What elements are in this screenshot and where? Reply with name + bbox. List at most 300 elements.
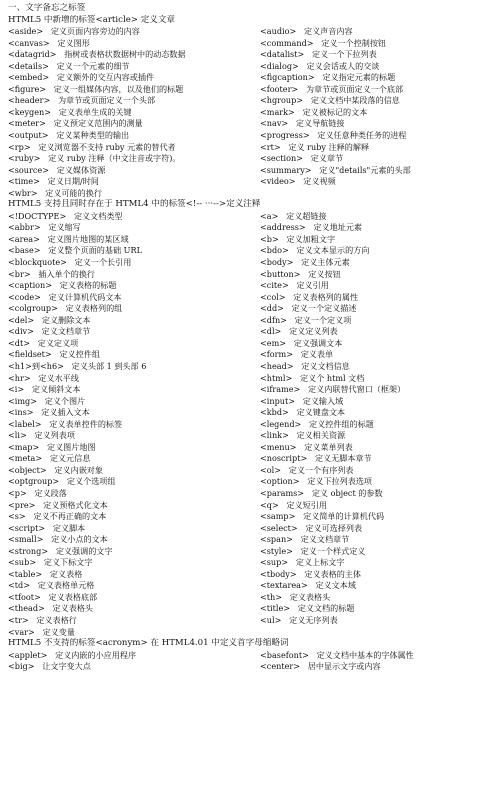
- tag-name: <embed>: [8, 72, 50, 83]
- tag-name: <var>: [8, 626, 35, 637]
- tag-description: 定义文档类型: [73, 210, 123, 221]
- tag-row: [8, 523, 494, 535]
- spacer: [293, 349, 301, 359]
- tag-name: <aside>: [8, 26, 44, 37]
- tag-description: 定义插入文本: [41, 407, 90, 418]
- tag-description: 定义"details"元素的头部: [319, 164, 411, 175]
- tag-name: <th>: [260, 591, 283, 602]
- tag-row: [8, 592, 494, 604]
- tag-row: [8, 84, 494, 96]
- spacer: [58, 303, 66, 313]
- tag-description: 定义强调文本: [293, 337, 343, 348]
- tag-description: 为章节或页面定义一个头部: [57, 95, 156, 106]
- tag-description: 定义任意种类任务的进程: [317, 130, 407, 141]
- spacer: [43, 534, 51, 544]
- right-entry: [260, 72, 494, 84]
- tag-name: <ins>: [8, 407, 34, 418]
- spacer: [289, 430, 297, 440]
- tag-name: <abbr>: [8, 222, 41, 233]
- right-entry: [260, 26, 494, 38]
- tag-description: 定义计算机代码文本: [48, 291, 122, 302]
- tag-name: <a>: [260, 210, 279, 221]
- right-entry: [260, 546, 494, 558]
- tag-description: 定义下标文字: [43, 557, 93, 568]
- tag-name: <nav>: [260, 118, 289, 129]
- spacer: [41, 292, 49, 302]
- spacer: [292, 373, 300, 383]
- tag-name: <datalist>: [260, 49, 305, 60]
- right-entry: [260, 326, 494, 338]
- right-entry: [260, 534, 494, 546]
- tag-list: [8, 26, 494, 199]
- tag-description: 定义表格底部: [48, 591, 98, 602]
- right-entry: [260, 661, 494, 673]
- tag-name: <fieldset>: [8, 349, 52, 360]
- right-entry: [260, 373, 494, 385]
- tag-row: [8, 603, 494, 615]
- left-entry: [8, 95, 260, 107]
- spacer: [42, 569, 50, 579]
- tag-description: 定义内嵌对象: [54, 464, 103, 475]
- tag-name: <optgroup>: [8, 476, 60, 487]
- tag-name: <video>: [260, 176, 296, 187]
- tag-description: 定义文档章节: [41, 326, 91, 337]
- tag-name: <!DOCTYPE>: [8, 210, 67, 221]
- tag-name: <code>: [8, 291, 41, 302]
- left-entry: [8, 580, 260, 592]
- left-entry: [8, 326, 260, 338]
- tag-row: [8, 546, 494, 558]
- spacer: [40, 234, 48, 244]
- tag-name: <samp>: [260, 511, 296, 522]
- tag-name: <audio>: [260, 26, 297, 37]
- tag-description: 定义表格: [49, 568, 83, 579]
- tag-description: 定义表格列的组: [65, 303, 123, 314]
- tag-list: [8, 650, 494, 673]
- tag-description: 定义表格头: [289, 591, 331, 602]
- sections-container: [8, 15, 494, 673]
- right-entry: [260, 234, 494, 246]
- tag-row: [8, 407, 494, 419]
- spacer: [52, 280, 60, 290]
- tag-name: <label>: [8, 418, 42, 429]
- spacer: [34, 326, 42, 336]
- left-entry: [8, 26, 260, 38]
- tag-description: 定义一个长引用: [74, 257, 132, 268]
- tag-row: [8, 661, 494, 673]
- tag-description: 定义表格头: [52, 603, 94, 614]
- spacer: [30, 338, 38, 348]
- tag-name: <strong>: [8, 545, 49, 556]
- left-entry: [8, 245, 260, 257]
- left-entry: [8, 211, 260, 223]
- right-entry: [260, 142, 494, 154]
- tag-description: 定义 object 的参数: [311, 487, 383, 498]
- tag-name: <col>: [260, 291, 286, 302]
- left-entry: [8, 546, 260, 558]
- tag-description: 插入单个的换行: [38, 268, 96, 279]
- tag-name: <img>: [8, 395, 38, 406]
- tag-description: 定义页面内容旁边的内容: [50, 26, 140, 37]
- right-entry: [260, 442, 494, 454]
- tag-description: 定义主体元素: [301, 257, 350, 268]
- tag-row: [8, 303, 494, 315]
- page-title: 一、文字备忘之标签: [8, 3, 86, 13]
- spacer: [290, 603, 298, 613]
- right-entry: [260, 488, 494, 500]
- tag-description: 定义媒体资源: [56, 164, 106, 175]
- tag-row: [8, 280, 494, 292]
- tag-name: <rt>: [260, 141, 281, 152]
- tag-name: <li>: [8, 430, 27, 441]
- left-entry: [8, 84, 260, 96]
- tag-name: <em>: [260, 337, 287, 348]
- tag-description: 定义表格单元格: [37, 580, 95, 591]
- right-entry: [260, 557, 494, 569]
- tag-name: <mark>: [260, 106, 295, 117]
- spacer: [301, 419, 309, 429]
- right-entry: [260, 396, 494, 408]
- right-entry: [260, 61, 494, 73]
- tag-name: <select>: [260, 522, 298, 533]
- right-entry: [260, 280, 494, 292]
- left-entry: [8, 107, 260, 119]
- tag-description: 定义指定元素的标题: [322, 72, 396, 83]
- tag-row: [8, 569, 494, 581]
- section-3: [8, 638, 494, 673]
- tag-row: [8, 511, 494, 523]
- right-entry: [260, 176, 494, 188]
- left-entry: [8, 373, 260, 385]
- spacer: [309, 650, 317, 660]
- right-entry: [260, 419, 494, 431]
- right-entry: [260, 292, 494, 304]
- left-entry: [8, 349, 260, 361]
- tag-name: <header>: [8, 95, 51, 106]
- tag-name: <head>: [260, 360, 294, 371]
- tag-description: 定义超链接: [286, 210, 327, 221]
- tag-name: <del>: [8, 314, 35, 325]
- spacer: [278, 211, 286, 221]
- left-entry: [8, 130, 260, 142]
- left-entry: [8, 338, 260, 350]
- tag-description: 定义表单控件的标签: [49, 418, 123, 429]
- tag-description: 定义额外的交互内容或插件: [56, 72, 155, 83]
- tag-description: 定义文档中基本的字体属性: [316, 649, 414, 660]
- left-entry: [8, 430, 260, 442]
- left-entry: [8, 569, 260, 581]
- tag-name: <kbd>: [260, 407, 289, 418]
- spacer: [59, 476, 67, 486]
- left-entry: [8, 488, 260, 500]
- spacer: [36, 557, 44, 567]
- tag-description: 定义文本域: [315, 580, 356, 591]
- tag-description: 定义个选项组: [66, 476, 116, 487]
- tag-description: 定义脚本: [52, 522, 86, 533]
- spacer: [42, 453, 50, 463]
- tag-name: <hgroup>: [260, 95, 304, 106]
- tag-name: <time>: [8, 176, 40, 187]
- tag-row: [8, 500, 494, 512]
- right-entry: [260, 627, 494, 639]
- spacer: [40, 153, 48, 163]
- tag-name: <big>: [8, 661, 35, 672]
- right-entry: [260, 500, 494, 512]
- tag-row: [8, 557, 494, 569]
- tag-name: <td>: [8, 580, 30, 591]
- tag-description: 定义预格式化文本: [43, 499, 108, 510]
- spacer: [66, 211, 74, 221]
- tag-name: <ruby>: [8, 153, 41, 164]
- section-heading: HTML5 中新增的标签<article> 定义文章: [8, 14, 176, 25]
- tag-row: [8, 580, 494, 592]
- right-entry: [260, 107, 494, 119]
- left-entry: [8, 176, 260, 188]
- right-entry: [260, 188, 494, 200]
- tag-description: 定义无脚本章节: [314, 453, 372, 464]
- tag-row: [8, 176, 494, 188]
- tag-name: <wbr>: [8, 187, 38, 198]
- tag-name: <center>: [260, 661, 301, 672]
- section-heading: HTML5 不支持的标签<acronym> 在 HTML4.01 中定义首字母缩略词: [8, 638, 289, 649]
- tag-name: <h1>到<h6>: [8, 360, 64, 371]
- tag-description: 为章节或页面定义一个底部: [305, 83, 404, 94]
- right-entry: [260, 130, 494, 142]
- spacer: [49, 61, 57, 71]
- right-entry: [260, 245, 494, 257]
- tag-row: [8, 269, 494, 281]
- tag-name: <pre>: [8, 499, 36, 510]
- tag-description: 定义章节: [310, 153, 344, 164]
- right-entry: [260, 303, 494, 315]
- tag-row: [8, 292, 494, 304]
- tag-row: [8, 142, 494, 154]
- tag-row: [8, 95, 494, 107]
- tag-name: <p>: [8, 487, 27, 498]
- spacer: [284, 303, 292, 313]
- left-entry: [8, 442, 260, 454]
- right-entry: [260, 84, 494, 96]
- tag-description: 定义小点的文本: [51, 534, 108, 545]
- tag-name: <noscript>: [260, 453, 308, 464]
- spacer: [49, 165, 57, 175]
- tag-description: 定义表单生成的关键: [58, 106, 132, 117]
- tag-name: <meter>: [8, 118, 46, 129]
- right-entry: [260, 650, 494, 662]
- right-entry: [260, 407, 494, 419]
- tag-description: 定义个图片: [44, 395, 86, 406]
- tag-description: 定义可选择列表: [305, 522, 363, 533]
- tag-name: <figure>: [8, 83, 47, 94]
- tag-name: <dd>: [260, 303, 284, 314]
- tag-description: 定义控件组: [59, 349, 100, 360]
- tag-row: [8, 326, 494, 338]
- spacer: [50, 95, 58, 105]
- tag-row: [8, 257, 494, 269]
- tag-description: 定义强调的文字: [55, 545, 113, 556]
- tag-name: <option>: [260, 476, 300, 487]
- spacer: [303, 153, 311, 163]
- left-entry: [8, 465, 260, 477]
- tag-row: [8, 384, 494, 396]
- tag-name: <canvas>: [8, 37, 50, 48]
- spacer: [300, 661, 308, 671]
- left-entry: [8, 650, 260, 662]
- left-entry: [8, 511, 260, 523]
- spacer: [295, 396, 303, 406]
- left-entry: [8, 557, 260, 569]
- right-entry: [260, 165, 494, 177]
- spacer: [47, 650, 55, 660]
- left-entry: [8, 534, 260, 546]
- tag-list: [8, 211, 494, 638]
- tag-row: [8, 615, 494, 627]
- tag-description: 定义文本显示的方向: [296, 245, 370, 256]
- left-entry: [8, 292, 260, 304]
- tag-description: 定义输入域: [302, 395, 344, 406]
- tag-description: 指树或表格状数据树中的动态数据: [64, 49, 186, 60]
- tag-row: [8, 373, 494, 385]
- left-entry: [8, 49, 260, 61]
- tag-name: <colgroup>: [8, 303, 58, 314]
- tag-row: [8, 222, 494, 234]
- tag-description: 定义图片地图: [46, 441, 96, 452]
- tag-description: 定义可能的换行: [45, 187, 102, 198]
- tag-row: [8, 165, 494, 177]
- left-entry: [8, 523, 260, 535]
- tag-name: <br>: [8, 268, 31, 279]
- left-entry: [8, 61, 260, 73]
- tag-name: <meta>: [8, 453, 43, 464]
- spacer: [300, 384, 308, 394]
- tag-row: [8, 38, 494, 50]
- document-page: [8, 3, 494, 673]
- tag-name: <small>: [8, 534, 44, 545]
- right-entry: [260, 211, 494, 223]
- tag-name: <body>: [260, 257, 294, 268]
- tag-name: <figcaption>: [260, 72, 315, 83]
- right-entry: [260, 511, 494, 523]
- spacer: [51, 107, 59, 117]
- tag-name: <i>: [8, 384, 25, 395]
- tag-description: 定义文档的标题: [297, 603, 355, 614]
- spacer: [288, 118, 296, 128]
- tag-name: <blockquote>: [8, 257, 67, 268]
- tag-name: <input>: [260, 395, 296, 406]
- tag-name: <applet>: [8, 649, 48, 660]
- left-entry: [8, 142, 260, 154]
- tag-description: 定义表格的主体: [304, 568, 362, 579]
- tag-description: 定义倾斜文本: [31, 384, 81, 395]
- tag-name: <bdo>: [260, 245, 289, 256]
- spacer: [282, 592, 290, 602]
- tag-name: <ol>: [260, 464, 282, 475]
- tag-name: <div>: [8, 326, 34, 337]
- right-entry: [260, 580, 494, 592]
- tag-row: [8, 650, 494, 662]
- tag-name: <dl>: [260, 326, 282, 337]
- tag-description: 定义预定义范围内的测量: [53, 118, 143, 129]
- tag-description: 定义水平线: [38, 372, 79, 383]
- tag-description: 定义一个元素的细节: [56, 60, 130, 71]
- tag-description: 定义表单: [300, 349, 334, 360]
- left-entry: [8, 603, 260, 615]
- right-entry: [260, 384, 494, 396]
- left-entry: [8, 396, 260, 408]
- spacer: [35, 627, 43, 637]
- left-entry: [8, 72, 260, 84]
- tag-description: 定义一个有序列表: [288, 464, 354, 475]
- tag-row: [8, 107, 494, 119]
- spacer: [64, 361, 72, 371]
- tag-name: <menu>: [260, 441, 297, 452]
- left-entry: [8, 453, 260, 465]
- tag-row: [8, 118, 494, 130]
- left-entry: [8, 407, 260, 419]
- tag-description: 定义无序列表: [289, 614, 338, 625]
- tag-name: <b>: [260, 233, 279, 244]
- tag-row: [8, 130, 494, 142]
- spacer: [46, 118, 54, 128]
- tag-name: <tbody>: [260, 568, 297, 579]
- tag-description: 定义内联替代窗口（框架）: [308, 384, 406, 395]
- tag-description: 定义内嵌的小应用程序: [55, 649, 137, 660]
- tag-name: <cite>: [260, 280, 289, 291]
- tag-description: 定义元信息: [49, 453, 91, 464]
- right-entry: [260, 476, 494, 488]
- spacer: [296, 26, 304, 36]
- left-entry: [8, 118, 260, 130]
- tag-description: 定义浏览器不支持 ruby 元素的替代者: [38, 141, 176, 152]
- spacer: [34, 315, 42, 325]
- tag-description: 定义加粗文字: [286, 233, 336, 244]
- tag-name: <tr>: [8, 614, 29, 625]
- tag-description: 定义声音内容: [303, 26, 353, 37]
- right-entry: [260, 118, 494, 130]
- spacer: [293, 257, 301, 267]
- spacer: [304, 488, 312, 498]
- section-1: [8, 15, 494, 200]
- tag-description: 定义定义项: [37, 337, 79, 348]
- tag-name: <title>: [260, 603, 291, 614]
- tag-description: 定义列表项: [34, 430, 75, 441]
- tag-description: 定义变量: [42, 626, 75, 637]
- left-entry: [8, 661, 260, 673]
- right-entry: [260, 49, 494, 61]
- tag-name: <style>: [260, 545, 293, 556]
- tag-row: [8, 476, 494, 488]
- tag-row: [8, 245, 494, 257]
- tag-description: 定义键盘文本: [296, 407, 346, 418]
- spacer: [48, 546, 56, 556]
- spacer: [30, 580, 38, 590]
- tag-description: 定义一个样式定义: [300, 545, 366, 556]
- right-entry: [260, 592, 494, 604]
- tag-row: [8, 627, 494, 639]
- spacer: [281, 465, 289, 475]
- spacer: [307, 453, 315, 463]
- left-entry: [8, 234, 260, 246]
- right-entry: [260, 95, 494, 107]
- right-entry: [260, 338, 494, 350]
- tag-description: 定义文档中某段落的信息: [310, 95, 400, 106]
- spacer: [287, 315, 295, 325]
- tag-row: [8, 211, 494, 223]
- tag-name: <base>: [8, 245, 41, 256]
- tag-description: 定义文档章节: [300, 534, 350, 545]
- tag-name: <area>: [8, 233, 40, 244]
- tag-description: 定义控件组的标题: [309, 418, 374, 429]
